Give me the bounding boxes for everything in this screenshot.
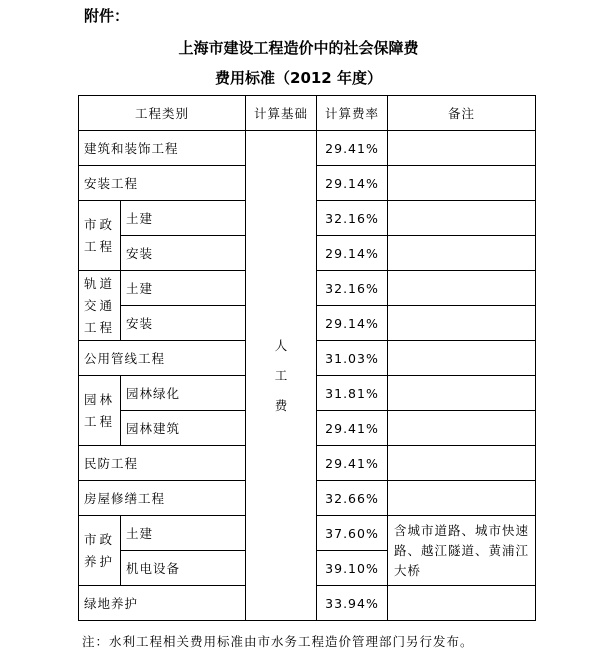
note-cell (388, 446, 536, 481)
rate-value: 31.03% (317, 341, 388, 376)
subcategory-label: 安装 (121, 306, 246, 341)
group-label-line: 市政 (83, 216, 115, 232)
group-label (79, 201, 121, 271)
note-cell (388, 586, 536, 621)
group-label (79, 271, 121, 341)
subcategory-label: 土建 (121, 201, 246, 236)
group-label-line: 工程 (83, 238, 115, 254)
rate-value: 29.41% (317, 411, 388, 446)
category-label: 公用管线工程 (79, 341, 246, 376)
category-label: 建筑和装饰工程 (79, 131, 246, 166)
group-label-line: 养护 (83, 553, 115, 569)
rate-value: 33.94% (317, 586, 388, 621)
rate-value: 32.66% (317, 481, 388, 516)
note-cell (388, 201, 536, 236)
rate-value: 32.16% (317, 271, 388, 306)
note-cell: 含城市道路、城市快速路、越江隧道、黄浦江大桥 (388, 516, 536, 586)
group-label-line: 工程 (83, 319, 115, 335)
rate-value: 29.41% (317, 131, 388, 166)
rate-value: 31.81% (317, 376, 388, 411)
base-char: 工 (274, 367, 288, 383)
fee-standard-table (78, 95, 536, 621)
header-note: 备注 (388, 96, 536, 131)
document-title: 上海市建设工程造价中的社会保障费 (178, 39, 419, 57)
base-char: 人 (274, 337, 288, 353)
category-label: 安装工程 (79, 166, 246, 201)
group-label (79, 516, 121, 586)
subcategory-label: 机电设备 (121, 551, 246, 586)
document-subtitle: 费用标准（2012 年度） (215, 69, 382, 87)
note-cell (388, 306, 536, 341)
rate-value: 29.41% (317, 446, 388, 481)
subcategory-label: 土建 (121, 516, 246, 551)
note-cell (388, 131, 536, 166)
header-base: 计算基础 (246, 96, 317, 131)
rate-value: 29.14% (317, 166, 388, 201)
header-rate: 计算费率 (317, 96, 388, 131)
table-row (79, 131, 536, 166)
header-category: 工程类别 (79, 96, 246, 131)
rate-value: 29.14% (317, 236, 388, 271)
attachment-label: 附件： (84, 7, 130, 25)
group-label (79, 376, 121, 446)
group-label-line: 市政 (83, 531, 115, 547)
subcategory-label: 园林建筑 (121, 411, 246, 446)
subcategory-label: 安装 (121, 236, 246, 271)
footnote: 注：水利工程相关费用标准由市水务工程造价管理部门另行发布。 (82, 634, 474, 649)
subcategory-label: 土建 (121, 271, 246, 306)
rate-value: 39.10% (317, 551, 388, 586)
group-label-line: 轨道 (83, 275, 115, 291)
note-cell (388, 481, 536, 516)
calculation-base-cell (246, 131, 317, 621)
subcategory-label: 园林绿化 (121, 376, 246, 411)
note-cell (388, 411, 536, 446)
table-header-row (79, 96, 536, 131)
group-label-line: 工程 (83, 413, 115, 429)
rate-value: 32.16% (317, 201, 388, 236)
note-cell (388, 166, 536, 201)
note-cell (388, 271, 536, 306)
category-label: 绿地养护 (79, 586, 246, 621)
group-label-line: 交通 (83, 297, 115, 313)
group-label-line: 园林 (83, 391, 115, 407)
rate-value: 29.14% (317, 306, 388, 341)
note-cell (388, 376, 536, 411)
category-label: 民防工程 (79, 446, 246, 481)
base-char: 费 (274, 397, 288, 413)
category-label: 房屋修缮工程 (79, 481, 246, 516)
note-cell (388, 236, 536, 271)
rate-value: 37.60% (317, 516, 388, 551)
note-cell (388, 341, 536, 376)
